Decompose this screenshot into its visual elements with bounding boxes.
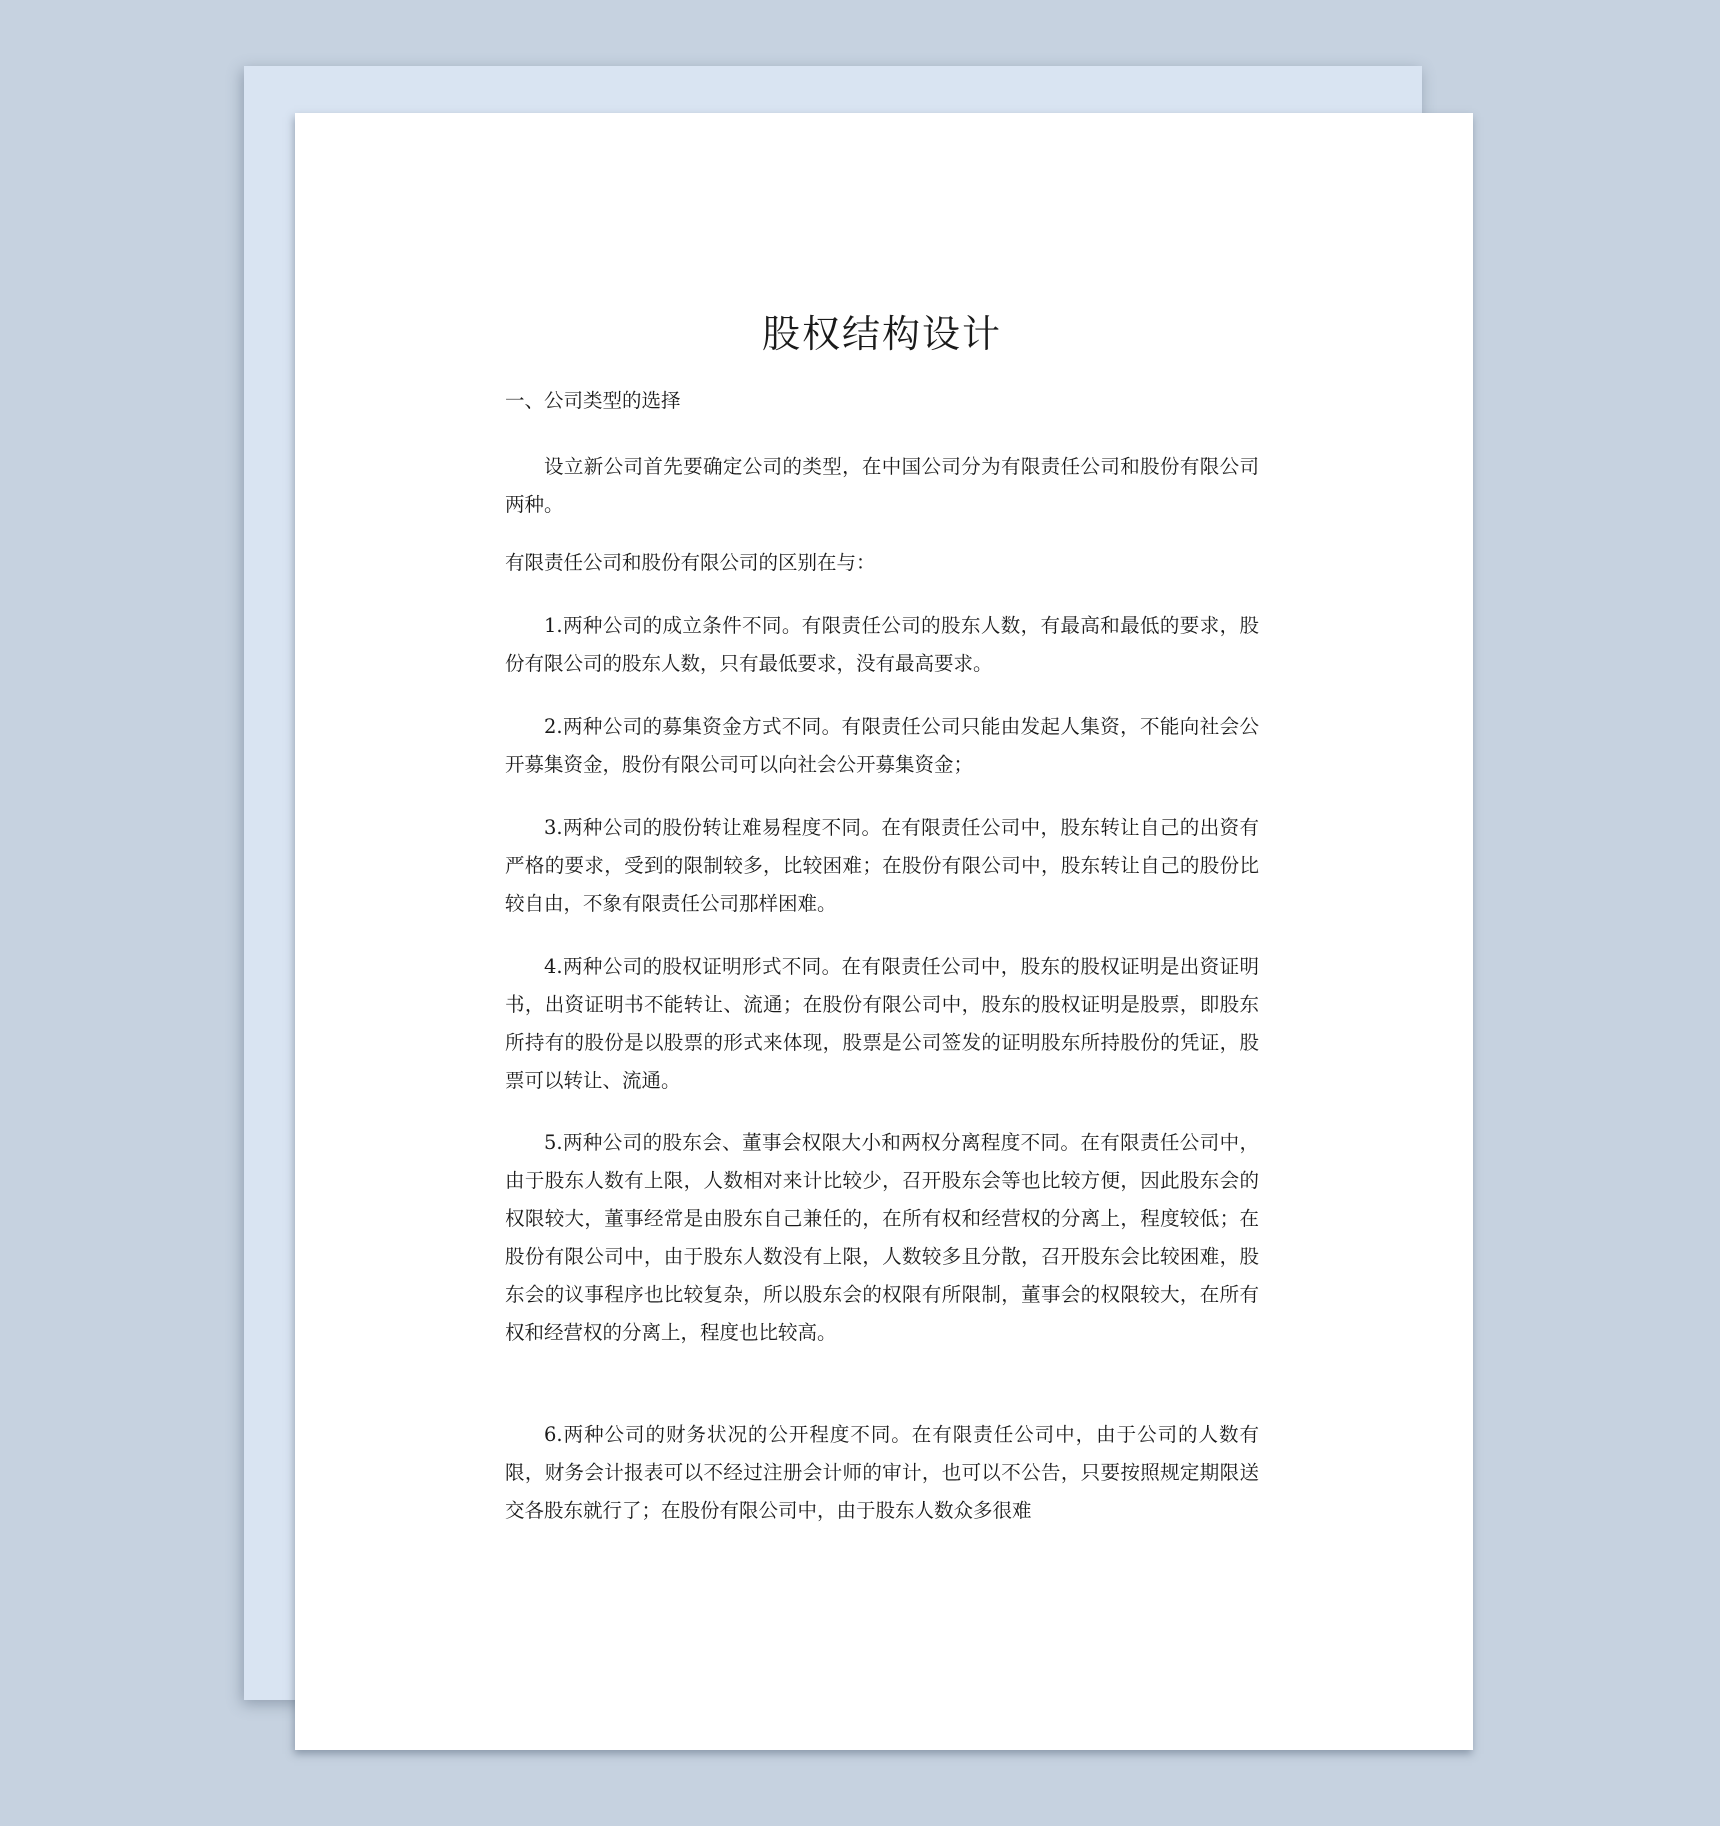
list-item: 6.两种公司的财务状况的公开程度不同。在有限责任公司中，由于公司的人数有限，财务会计报表可以不经过注册会计师的审计，也可以不公告，只要按照规定期限送交各股东就行了；在股份有限公司中，由于股东人数众多很难 bbox=[505, 1423, 1259, 1522]
intro-paragraph: 设立新公司首先要确定公司的类型，在中国公司分为有限责任公司和股份有限公司两种。 bbox=[505, 455, 1259, 516]
list-item: 5.两种公司的股东会、董事会权限大小和两权分离程度不同。在有限责任公司中，由于股东人数有上限，人数相对来计比较少，召开股东会等也比较方便，因此股东会的权限较大，董事经常是由股东自己兼任的，在所有权和经营权的分离上，程度较低；在股份有限公司中，由于股东人数没有上限，人数较多且分散，召开股东会比较困难，股东会的议事程序也比较复杂，所以股东会的权限有所限制，董事会的权限较大，在所有权和经营权的分离上，程度也比较高。 bbox=[505, 1131, 1259, 1344]
list-item: 4.两种公司的股权证明形式不同。在有限责任公司中，股东的股权证明是出资证明书，出资证明书不能转让、流通；在股份有限公司中，股东的股权证明是股票，即股东所持有的股份是以股票的形式来体现，股票是公司签发的证明股东所持股份的凭证，股票可以转让、流通。 bbox=[505, 955, 1259, 1092]
list-item: 2.两种公司的募集资金方式不同。有限责任公司只能由发起人集资，不能向社会公开募集资金，股份有限公司可以向社会公开募集资金； bbox=[505, 715, 1259, 776]
difference-lead-paragraph: 有限责任公司和股份有限公司的区别在与： bbox=[505, 551, 876, 574]
section-heading: 一、公司类型的选择 bbox=[505, 389, 681, 412]
document-page bbox=[295, 113, 1473, 1750]
list-item: 1.两种公司的成立条件不同。有限责任公司的股东人数，有最高和最低的要求，股份有限公司的股东人数，只有最低要求，没有最高要求。 bbox=[505, 614, 1259, 675]
document-title: 股权结构设计 bbox=[761, 312, 1002, 356]
list-item: 3.两种公司的股份转让难易程度不同。在有限责任公司中，股东转让自己的出资有严格的要求，受到的限制较多，比较困难；在股份有限公司中，股东转让自己的股份比较自由，不象有限责任公司那样困难。 bbox=[505, 816, 1259, 915]
